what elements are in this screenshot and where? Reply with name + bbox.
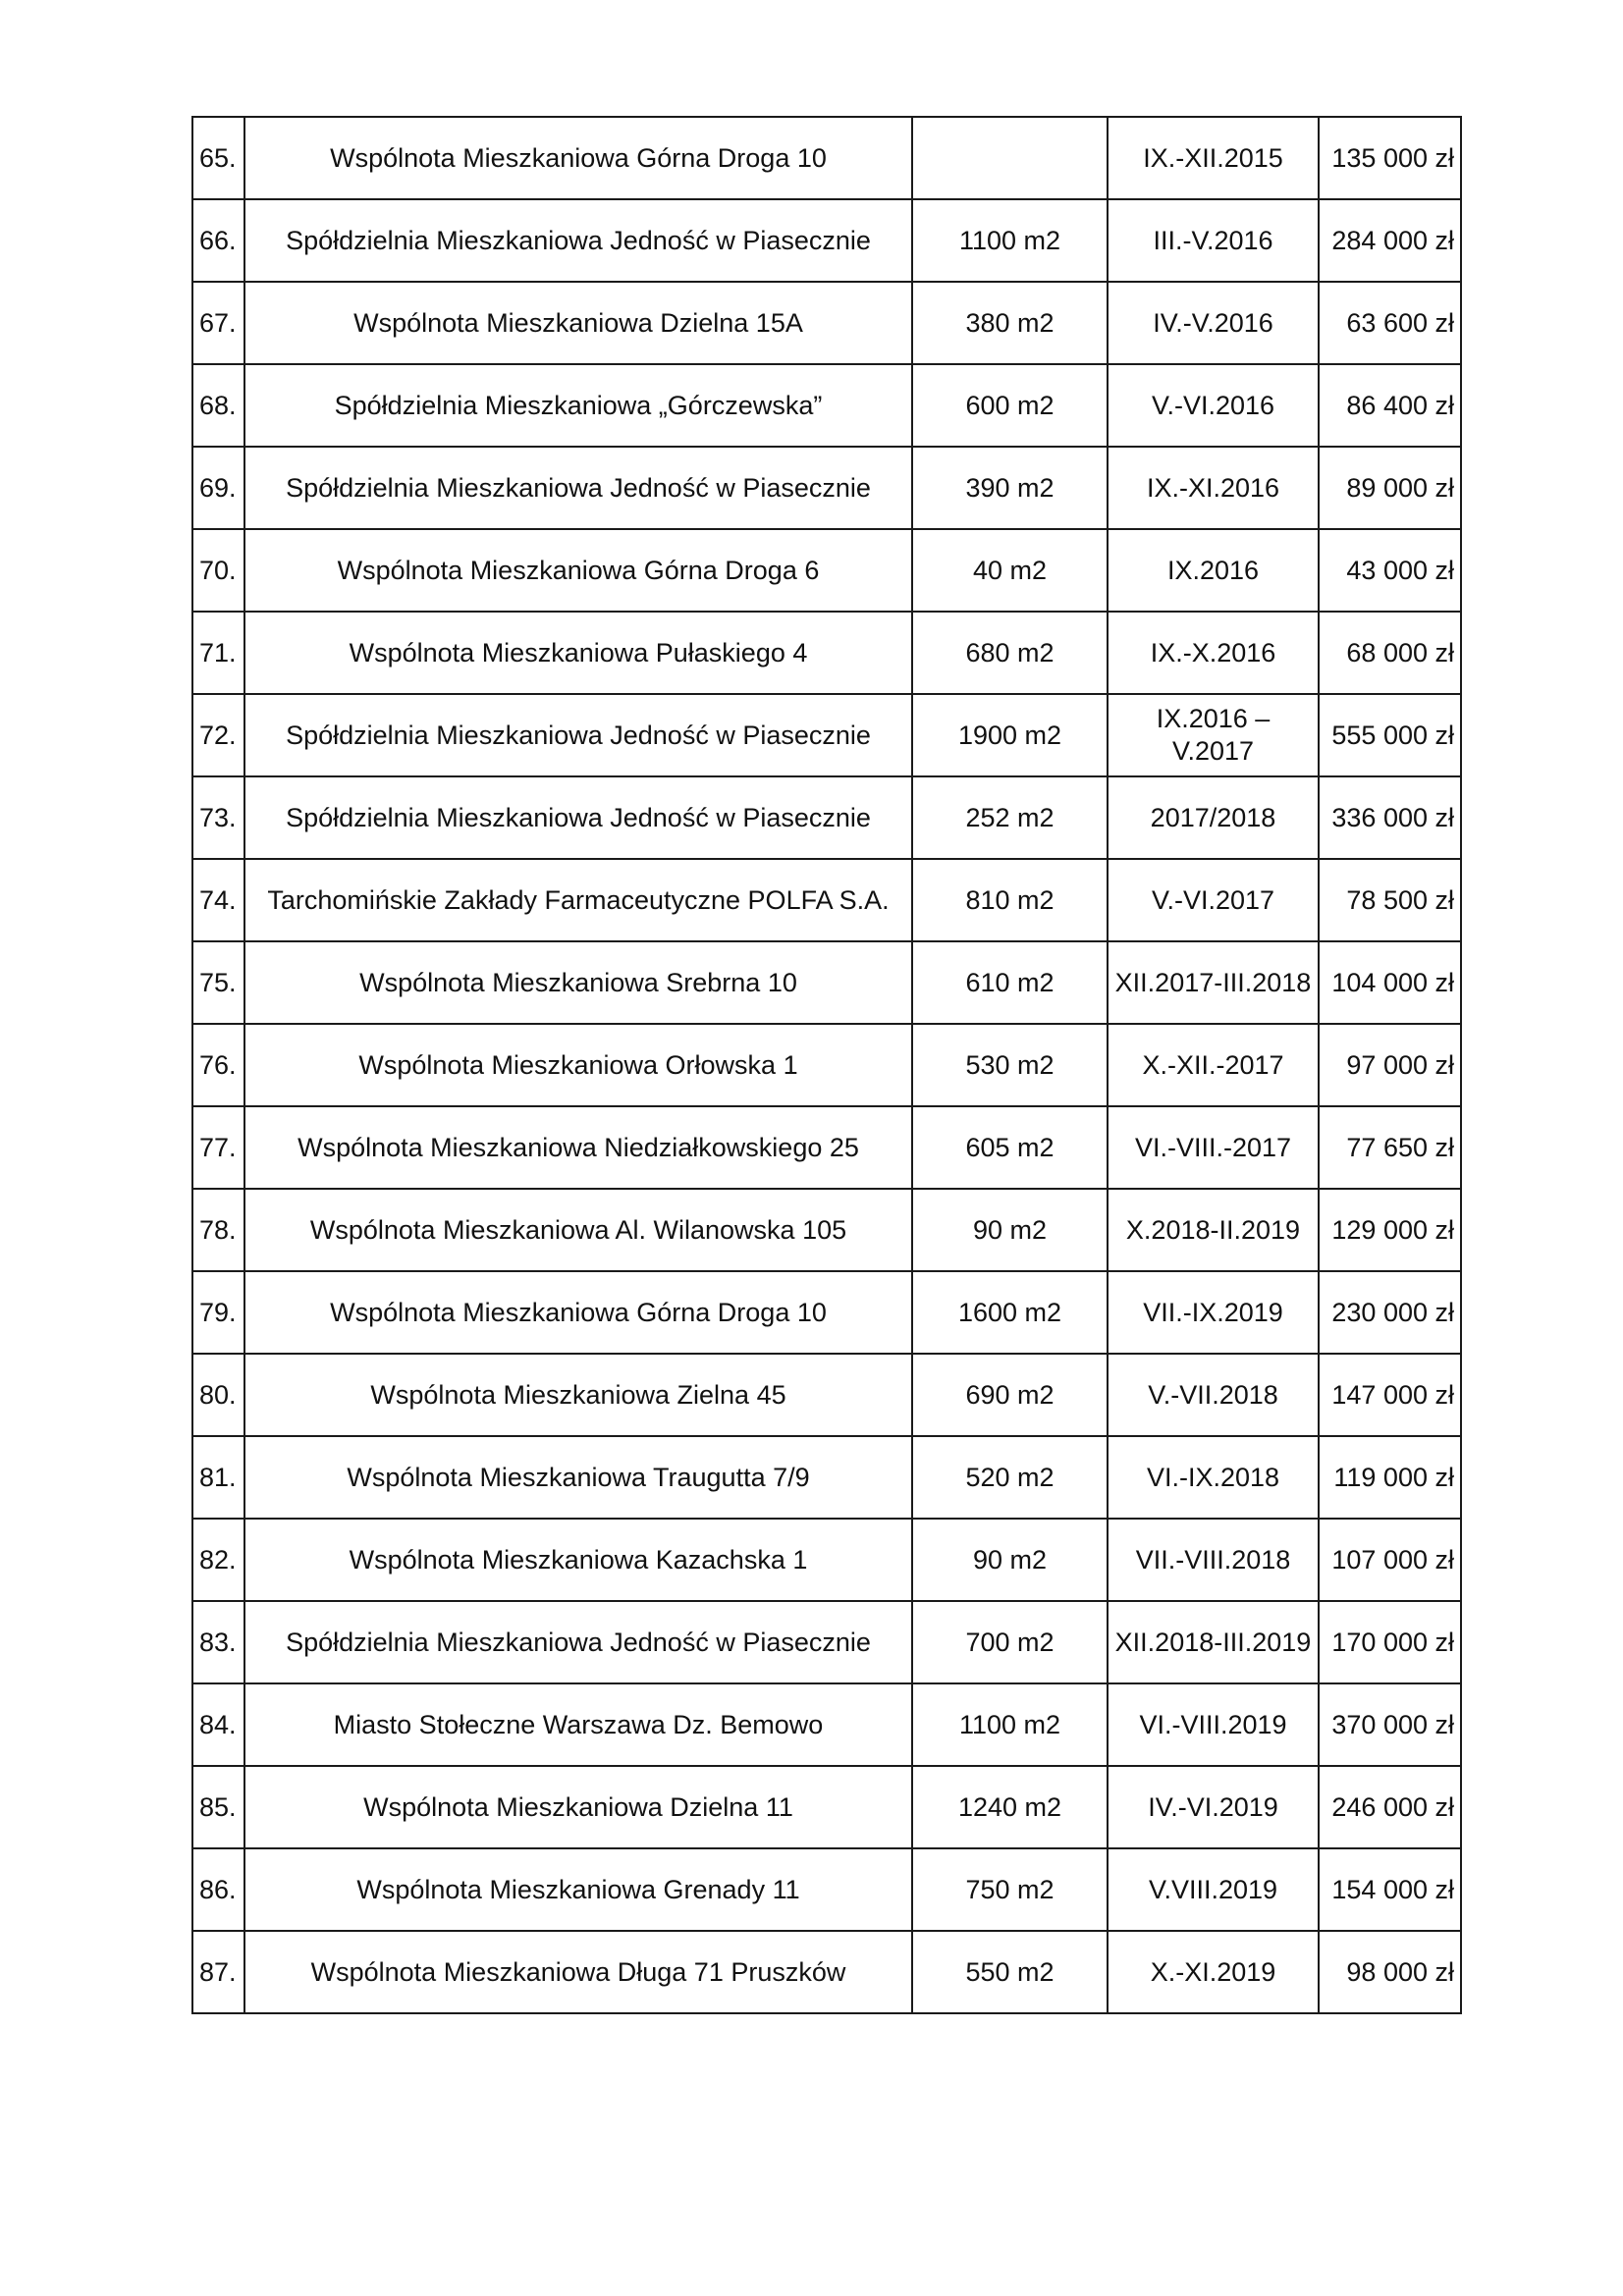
table-row bbox=[192, 941, 1461, 1024]
client-name: Wspólnota Mieszkaniowa Orłowska 1 bbox=[244, 1024, 912, 1106]
table-row bbox=[192, 1354, 1461, 1436]
row-number: 66. bbox=[192, 199, 244, 282]
period-value: V.-VI.2017 bbox=[1108, 859, 1319, 941]
client-name: Wspólnota Mieszkaniowa Zielna 45 bbox=[244, 1354, 912, 1436]
area-value: 90 m2 bbox=[912, 1189, 1108, 1271]
client-name: Wspólnota Mieszkaniowa Traugutta 7/9 bbox=[244, 1436, 912, 1519]
amount-value: 98 000 zł bbox=[1319, 1931, 1461, 2013]
references-table bbox=[191, 116, 1462, 2014]
row-number: 73. bbox=[192, 776, 244, 859]
row-number: 79. bbox=[192, 1271, 244, 1354]
period-value: V.VIII.2019 bbox=[1108, 1848, 1319, 1931]
amount-value: 170 000 zł bbox=[1319, 1601, 1461, 1683]
client-name: Wspólnota Mieszkaniowa Dzielna 11 bbox=[244, 1766, 912, 1848]
period-value: VI.-IX.2018 bbox=[1108, 1436, 1319, 1519]
amount-value: 43 000 zł bbox=[1319, 529, 1461, 612]
period-value: IX.-XI.2016 bbox=[1108, 447, 1319, 529]
area-value: 700 m2 bbox=[912, 1601, 1108, 1683]
area-value: 550 m2 bbox=[912, 1931, 1108, 2013]
row-number: 75. bbox=[192, 941, 244, 1024]
client-name: Spółdzielnia Mieszkaniowa Jedność w Piasecznie bbox=[244, 199, 912, 282]
amount-value: 154 000 zł bbox=[1319, 1848, 1461, 1931]
area-value: 690 m2 bbox=[912, 1354, 1108, 1436]
period-value: VI.-VIII.2019 bbox=[1108, 1683, 1319, 1766]
period-value: X.2018-II.2019 bbox=[1108, 1189, 1319, 1271]
table-row bbox=[192, 1024, 1461, 1106]
client-name: Wspólnota Mieszkaniowa Górna Droga 10 bbox=[244, 1271, 912, 1354]
table-row bbox=[192, 447, 1461, 529]
table-row bbox=[192, 1519, 1461, 1601]
row-number: 76. bbox=[192, 1024, 244, 1106]
area-value: 750 m2 bbox=[912, 1848, 1108, 1931]
client-name: Wspólnota Mieszkaniowa Górna Droga 10 bbox=[244, 117, 912, 199]
table-row bbox=[192, 776, 1461, 859]
area-value: 1900 m2 bbox=[912, 694, 1108, 776]
amount-value: 246 000 zł bbox=[1319, 1766, 1461, 1848]
amount-value: 119 000 zł bbox=[1319, 1436, 1461, 1519]
period-value: V.-VI.2016 bbox=[1108, 364, 1319, 447]
amount-value: 89 000 zł bbox=[1319, 447, 1461, 529]
client-name: Wspólnota Mieszkaniowa Dzielna 15A bbox=[244, 282, 912, 364]
amount-value: 370 000 zł bbox=[1319, 1683, 1461, 1766]
area-value bbox=[912, 117, 1108, 199]
row-number: 77. bbox=[192, 1106, 244, 1189]
period-value: IV.-VI.2019 bbox=[1108, 1766, 1319, 1848]
client-name: Wspólnota Mieszkaniowa Srebrna 10 bbox=[244, 941, 912, 1024]
amount-value: 77 650 zł bbox=[1319, 1106, 1461, 1189]
period-value: XII.2018-III.2019 bbox=[1108, 1601, 1319, 1683]
client-name: Spółdzielnia Mieszkaniowa „Górczewska” bbox=[244, 364, 912, 447]
table-row bbox=[192, 694, 1461, 776]
amount-value: 336 000 zł bbox=[1319, 776, 1461, 859]
amount-value: 147 000 zł bbox=[1319, 1354, 1461, 1436]
table-row bbox=[192, 364, 1461, 447]
client-name: Wspólnota Mieszkaniowa Kazachska 1 bbox=[244, 1519, 912, 1601]
area-value: 600 m2 bbox=[912, 364, 1108, 447]
area-value: 610 m2 bbox=[912, 941, 1108, 1024]
area-value: 680 m2 bbox=[912, 612, 1108, 694]
table-row bbox=[192, 1601, 1461, 1683]
client-name: Spółdzielnia Mieszkaniowa Jedność w Piasecznie bbox=[244, 776, 912, 859]
table-row bbox=[192, 117, 1461, 199]
client-name: Spółdzielnia Mieszkaniowa Jedność w Piasecznie bbox=[244, 1601, 912, 1683]
area-value: 252 m2 bbox=[912, 776, 1108, 859]
table-row bbox=[192, 612, 1461, 694]
row-number: 86. bbox=[192, 1848, 244, 1931]
period-value: XII.2017-III.2018 bbox=[1108, 941, 1319, 1024]
amount-value: 78 500 zł bbox=[1319, 859, 1461, 941]
amount-value: 104 000 zł bbox=[1319, 941, 1461, 1024]
area-value: 380 m2 bbox=[912, 282, 1108, 364]
period-value: IX.-XII.2015 bbox=[1108, 117, 1319, 199]
row-number: 84. bbox=[192, 1683, 244, 1766]
client-name: Wspólnota Mieszkaniowa Długa 71 Pruszków bbox=[244, 1931, 912, 2013]
row-number: 85. bbox=[192, 1766, 244, 1848]
row-number: 70. bbox=[192, 529, 244, 612]
client-name: Wspólnota Mieszkaniowa Grenady 11 bbox=[244, 1848, 912, 1931]
table-row bbox=[192, 1436, 1461, 1519]
area-value: 520 m2 bbox=[912, 1436, 1108, 1519]
table-row bbox=[192, 1189, 1461, 1271]
area-value: 40 m2 bbox=[912, 529, 1108, 612]
period-value: VI.-VIII.-2017 bbox=[1108, 1106, 1319, 1189]
amount-value: 63 600 zł bbox=[1319, 282, 1461, 364]
period-value: IX.-X.2016 bbox=[1108, 612, 1319, 694]
client-name: Miasto Stołeczne Warszawa Dz. Bemowo bbox=[244, 1683, 912, 1766]
area-value: 90 m2 bbox=[912, 1519, 1108, 1601]
amount-value: 135 000 zł bbox=[1319, 117, 1461, 199]
area-value: 605 m2 bbox=[912, 1106, 1108, 1189]
row-number: 71. bbox=[192, 612, 244, 694]
row-number: 81. bbox=[192, 1436, 244, 1519]
amount-value: 284 000 zł bbox=[1319, 199, 1461, 282]
client-name: Spółdzielnia Mieszkaniowa Jedność w Piasecznie bbox=[244, 447, 912, 529]
table-row bbox=[192, 529, 1461, 612]
row-number: 87. bbox=[192, 1931, 244, 2013]
period-value: V.-VII.2018 bbox=[1108, 1354, 1319, 1436]
amount-value: 107 000 zł bbox=[1319, 1519, 1461, 1601]
row-number: 74. bbox=[192, 859, 244, 941]
table-row bbox=[192, 199, 1461, 282]
amount-value: 555 000 zł bbox=[1319, 694, 1461, 776]
period-value: VII.-IX.2019 bbox=[1108, 1271, 1319, 1354]
table-row bbox=[192, 1271, 1461, 1354]
row-number: 68. bbox=[192, 364, 244, 447]
area-value: 1240 m2 bbox=[912, 1766, 1108, 1848]
row-number: 83. bbox=[192, 1601, 244, 1683]
area-value: 1600 m2 bbox=[912, 1271, 1108, 1354]
client-name: Wspólnota Mieszkaniowa Pułaskiego 4 bbox=[244, 612, 912, 694]
client-name: Wspólnota Mieszkaniowa Al. Wilanowska 105 bbox=[244, 1189, 912, 1271]
row-number: 82. bbox=[192, 1519, 244, 1601]
table-body bbox=[192, 117, 1461, 2013]
area-value: 390 m2 bbox=[912, 447, 1108, 529]
amount-value: 97 000 zł bbox=[1319, 1024, 1461, 1106]
period-value: III.-V.2016 bbox=[1108, 199, 1319, 282]
row-number: 67. bbox=[192, 282, 244, 364]
client-name: Spółdzielnia Mieszkaniowa Jedność w Piasecznie bbox=[244, 694, 912, 776]
amount-value: 86 400 zł bbox=[1319, 364, 1461, 447]
client-name: Wspólnota Mieszkaniowa Górna Droga 6 bbox=[244, 529, 912, 612]
client-name: Wspólnota Mieszkaniowa Niedziałkowskiego 25 bbox=[244, 1106, 912, 1189]
table-row bbox=[192, 1848, 1461, 1931]
table-row bbox=[192, 1931, 1461, 2013]
client-name: Tarchomińskie Zakłady Farmaceutyczne POLFA S.A. bbox=[244, 859, 912, 941]
table-row bbox=[192, 1106, 1461, 1189]
area-value: 1100 m2 bbox=[912, 199, 1108, 282]
amount-value: 230 000 zł bbox=[1319, 1271, 1461, 1354]
table-row bbox=[192, 282, 1461, 364]
amount-value: 68 000 zł bbox=[1319, 612, 1461, 694]
period-value: IV.-V.2016 bbox=[1108, 282, 1319, 364]
table-row bbox=[192, 1683, 1461, 1766]
row-number: 80. bbox=[192, 1354, 244, 1436]
row-number: 72. bbox=[192, 694, 244, 776]
area-value: 530 m2 bbox=[912, 1024, 1108, 1106]
row-number: 65. bbox=[192, 117, 244, 199]
period-value: IX.2016 – V.2017 bbox=[1108, 694, 1319, 776]
table-row bbox=[192, 859, 1461, 941]
amount-value: 129 000 zł bbox=[1319, 1189, 1461, 1271]
period-value: VII.-VIII.2018 bbox=[1108, 1519, 1319, 1601]
row-number: 69. bbox=[192, 447, 244, 529]
area-value: 1100 m2 bbox=[912, 1683, 1108, 1766]
period-value: X.-XII.-2017 bbox=[1108, 1024, 1319, 1106]
area-value: 810 m2 bbox=[912, 859, 1108, 941]
period-value: IX.2016 bbox=[1108, 529, 1319, 612]
table-row bbox=[192, 1766, 1461, 1848]
period-value: X.-XI.2019 bbox=[1108, 1931, 1319, 2013]
period-value: 2017/2018 bbox=[1108, 776, 1319, 859]
row-number: 78. bbox=[192, 1189, 244, 1271]
